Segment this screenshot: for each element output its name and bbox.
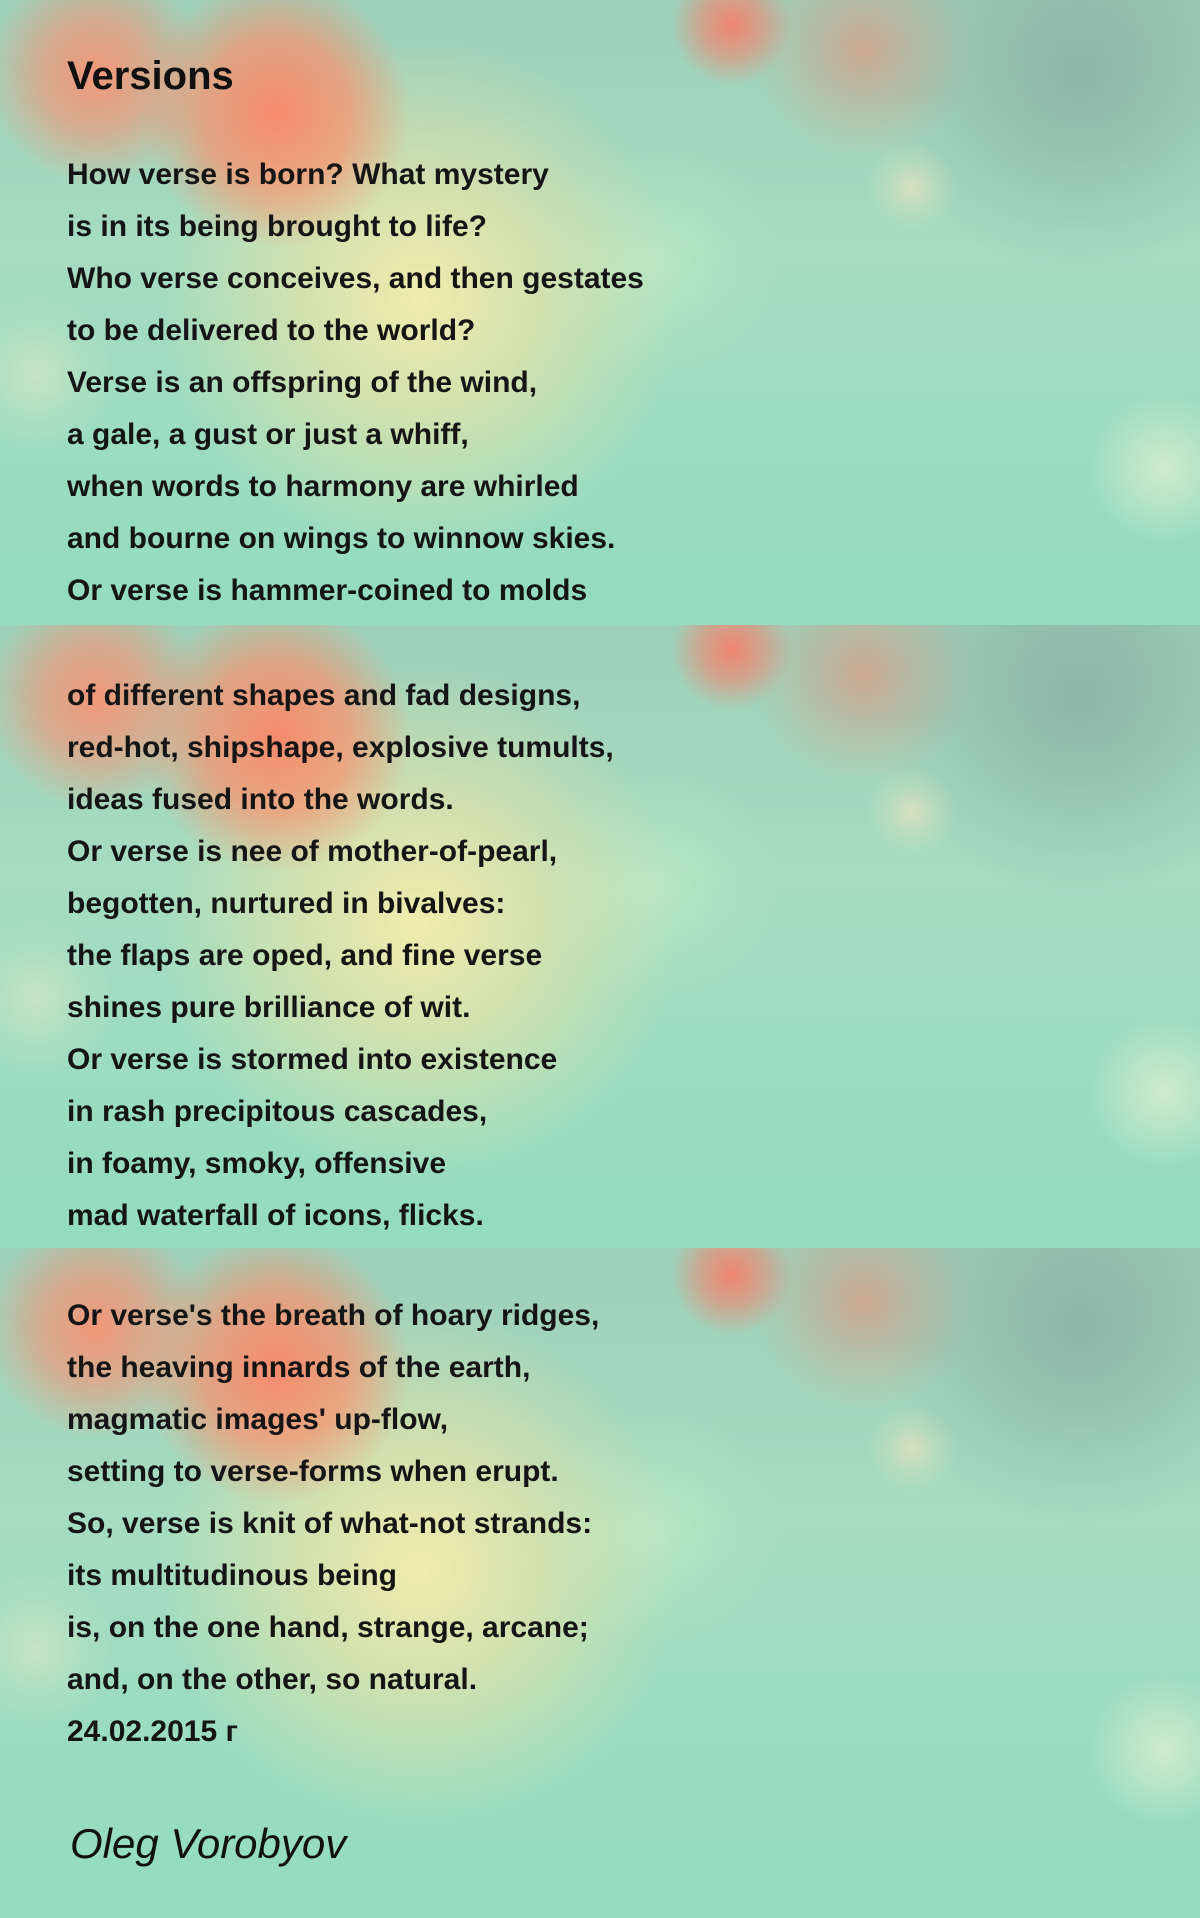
poem-line: Or verse is hammer-coined to molds <box>67 574 588 607</box>
poem-line: in rash precipitous cascades, <box>67 1095 488 1128</box>
poem-stanza-1 <box>67 149 644 617</box>
poem-line: mad waterfall of icons, flicks. <box>67 1199 484 1232</box>
poem-stanza-3 <box>67 1290 599 1758</box>
poem-line: in foamy, smoky, offensive <box>67 1147 446 1180</box>
poem-line: Who verse conceives, and then gestates <box>67 262 644 295</box>
poem-line: of different shapes and fad designs, <box>67 679 581 712</box>
poem-line: Or verse is stormed into existence <box>67 1043 558 1076</box>
poem-line: a gale, a gust or just a whiff, <box>67 418 469 451</box>
poem-line: the flaps are oped, and fine verse <box>67 939 543 972</box>
poem-line: How verse is born? What mystery <box>67 158 549 191</box>
poem-line: Verse is an offspring of the wind, <box>67 366 538 399</box>
poem-line: to be delivered to the world? <box>67 314 476 347</box>
poem-panel-2 <box>0 625 1200 1248</box>
poem-line: So, verse is knit of what-not strands: <box>67 1507 593 1540</box>
poem-panel-1 <box>0 0 1200 625</box>
poem-line: setting to verse-forms when erupt. <box>67 1455 559 1488</box>
poem-line: Or verse is nee of mother-of-pearl, <box>67 835 558 868</box>
poem-line: when words to harmony are whirled <box>67 470 579 503</box>
poem-title: Versions <box>67 54 234 98</box>
poem-line: ideas fused into the words. <box>67 783 454 816</box>
poem-line: its multitudinous being <box>67 1559 397 1592</box>
poem-line: begotten, nurtured in bivalves: <box>67 887 506 920</box>
poem-line: red-hot, shipshape, explosive tumults, <box>67 731 614 764</box>
poem-line: magmatic images' up-flow, <box>67 1403 449 1436</box>
poem-date: 24.02.2015 г <box>67 1715 238 1748</box>
poem-line: Or verse's the breath of hoary ridges, <box>67 1299 600 1332</box>
poem-stanza-2 <box>67 670 614 1242</box>
poem-author: Oleg Vorobyov <box>70 1820 347 1867</box>
poem-line: and bourne on wings to winnow skies. <box>67 522 616 555</box>
poem-panel-3 <box>0 1248 1200 1918</box>
poem-line: shines pure brilliance of wit. <box>67 991 471 1024</box>
poem-line: and, on the other, so natural. <box>67 1663 478 1696</box>
poem-line: is, on the one hand, strange, arcane; <box>67 1611 589 1644</box>
poem-line: is in its being brought to life? <box>67 210 487 243</box>
poem-line: the heaving innards of the earth, <box>67 1351 531 1384</box>
